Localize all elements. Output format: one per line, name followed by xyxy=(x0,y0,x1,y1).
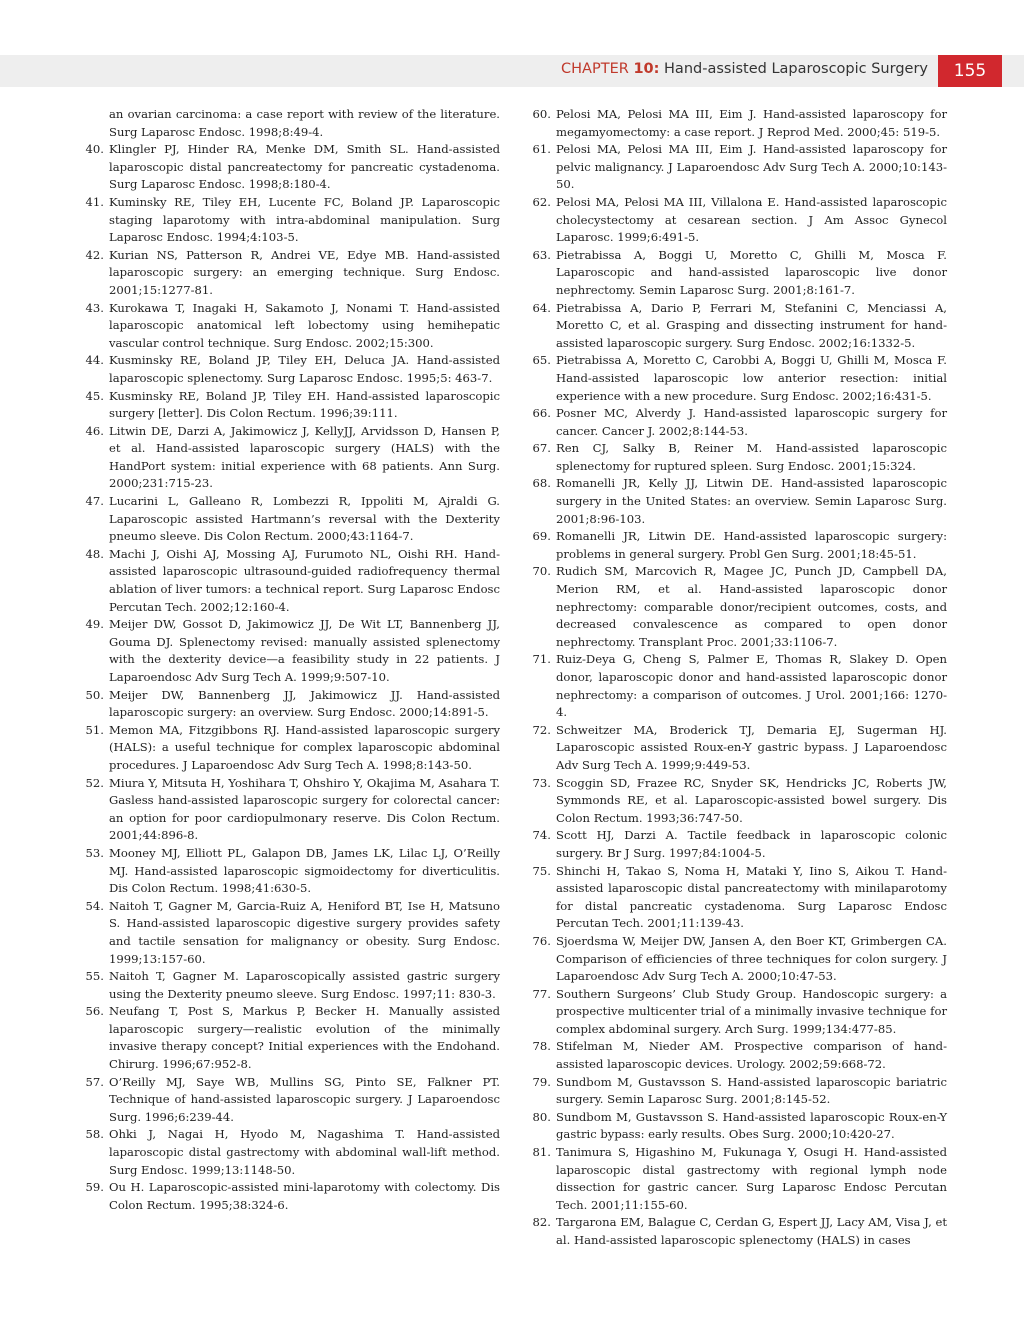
reference-number: 61. xyxy=(532,142,551,157)
reference-text: Naitoh T, Gagner M. Laparoscopically assisted gastric surgery using the Dexterity pneumo sleeve. Surg Endosc. 1997;11: 830-3. xyxy=(109,969,500,1001)
reference-number: 49. xyxy=(85,617,104,632)
reference-text: Lucarini L, Galleano R, Lombezzi R, Ippoliti M, Ajraldi G. Laparoscopic assisted Hartmann’s reversal with the Dexterity pneumo sleeve. Dis Colon Rectum. 2000;43:1164-7. xyxy=(109,494,500,544)
reference-text: Sundbom M, Gustavsson S. Hand-assisted laparoscopic bariatric surgery. Semin Laparosc Surg. 2001;8:145-52. xyxy=(556,1074,947,1107)
reference-item xyxy=(525,300,947,353)
reference-item xyxy=(78,247,500,300)
reference-number: 71. xyxy=(532,652,551,667)
reference-item xyxy=(78,968,500,1003)
reference-item xyxy=(78,1126,500,1179)
reference-item xyxy=(525,827,947,862)
reference-text: an ovarian carcinoma: a case report with review of the literature. Surg Laparosc Endosc. 1998;8:49-4. xyxy=(109,107,500,139)
reference-text: Naitoh T, Gagner M, Garcia-Ruiz A, Heniford BT, Ise H, Matsuno S. Hand-assisted laparoscopic digestive surgery provides safety and tactile sensation for malignancy or obesity. Surg Endosc. 1999;13:157-60. xyxy=(109,898,500,966)
reference-item xyxy=(78,898,500,968)
reference-number: 59. xyxy=(85,1180,104,1195)
reference-number: 54. xyxy=(85,898,104,913)
reference-number: 53. xyxy=(85,845,104,860)
reference-number: 77. xyxy=(532,986,551,1001)
reference-number: 78. xyxy=(532,1039,551,1054)
reference-item xyxy=(525,247,947,300)
reference-item xyxy=(525,106,947,141)
reference-number: 50. xyxy=(85,687,104,702)
reference-text: Mooney MJ, Elliott PL, Galapon DB, James LK, Lilac LJ, O’Reilly MJ. Hand-assisted laparoscopic sigmoidectomy for diverticulitis. Dis Colon Rectum. 1998;41:630-5. xyxy=(109,845,500,896)
reference-number: 41. xyxy=(85,194,104,209)
reference-text: Kusminsky RE, Boland JP, Tiley EH, Deluca JA. Hand-assisted laparoscopic splenectomy. Surg Laparosc Endosc. 1995;5: 463-7. xyxy=(109,353,500,385)
reference-number: 80. xyxy=(532,1109,551,1124)
reference-number: 42. xyxy=(85,247,104,262)
reference-item xyxy=(525,194,947,247)
reference-item xyxy=(525,651,947,721)
reference-number: 76. xyxy=(532,933,551,948)
reference-number: 57. xyxy=(85,1074,104,1089)
reference-number: 46. xyxy=(85,423,104,438)
reference-text: Kurokawa T, Inagaki H, Sakamoto J, Nonami T. Hand-assisted laparoscopic anatomical left lobectomy using hemihepatic vascular control technique. Surg Endosc. 2002;15:300. xyxy=(109,300,500,350)
reference-item xyxy=(78,845,500,898)
reference-item xyxy=(78,300,500,353)
reference-item xyxy=(525,1214,947,1249)
reference-number: 56. xyxy=(85,1004,104,1019)
reference-number: 52. xyxy=(85,775,104,790)
reference-text: Klingler PJ, Hinder RA, Menke DM, Smith SL. Hand-assisted laparoscopic distal pancreatectomy for pancreatic cystadenoma. Surg Laparosc Endosc. 1998;8:180-4. xyxy=(109,142,500,192)
reference-text: Pelosi MA, Pelosi MA III, Eim J. Hand-assisted laparoscopy for megamyomectomy: a case report. J Reprod Med. 2000;45: 519-5. xyxy=(556,107,947,139)
reference-number: 64. xyxy=(532,300,551,315)
reference-text: Schweitzer MA, Broderick TJ, Demaria EJ, Sugerman HJ. Laparoscopic assisted Roux-en-Y gastric bypass. J Laparoendosc Adv Surg Tech A. 1999;9:449-53. xyxy=(556,722,947,772)
reference-item xyxy=(525,863,947,933)
reference-text: Kusminsky RE, Boland JP, Tiley EH. Hand-assisted laparoscopic surgery [letter]. Dis Colon Rectum. 1996;39:111. xyxy=(109,388,500,421)
references-left-column xyxy=(78,106,500,1214)
reference-text: Rudich SM, Marcovich R, Magee JC, Punch JD, Campbell DA, Merion RM, et al. Hand-assisted laparoscopic donor nephrectomy: comparable donor/recipient outcomes, costs, and decreased convalescence as compared to open donor nephrectomy. Transplant Proc. 2001;33:1106-7. xyxy=(556,564,947,649)
reference-text: Posner MC, Alverdy J. Hand-assisted laparoscopic surgery for cancer. Cancer J. 2002;8:144-53. xyxy=(556,406,947,438)
reference-text: Pietrabissa A, Moretto C, Carobbi A, Boggi U, Ghilli M, Mosca F. Hand-assisted laparoscopic low anterior resection: initial experience with a new procedure. Surg Endosc. 2002;16:431-5. xyxy=(556,353,947,403)
reference-text: Miura Y, Mitsuta H, Yoshihara T, Ohshiro Y, Okajima M, Asahara T. Gasless hand-assisted laparoscopic surgery for colorectal cancer: an option for poor cardiopulmonary reserve. Dis Colon Rectum. 2001;44:896-8. xyxy=(109,775,500,843)
reference-item xyxy=(525,1144,947,1214)
reference-text: Sjoerdsma W, Meijer DW, Jansen A, den Boer KT, Grimbergen CA. Comparison of efficiencies of three techniques for colon surgery. J Laparoendosc Adv Surg Tech A. 2000;10:47-53. xyxy=(556,933,947,984)
reference-item xyxy=(525,1038,947,1073)
reference-text: Pietrabissa A, Dario P, Ferrari M, Stefanini C, Menciassi A, Moretto C, et al. Grasping and dissecting instrument for hand-assisted laparoscopic surgery. Surg Endosc. 2002;16:1332-5. xyxy=(556,300,947,350)
reference-text: Litwin DE, Darzi A, Jakimowicz J, KellyJJ, Arvidsson D, Hansen P, et al. Hand-assisted laparoscopic surgery (HALS) with the HandPort system: initial experience with 68 patients. Ann Surg. 2000;231:715-23. xyxy=(109,423,500,491)
reference-number: 63. xyxy=(532,247,551,262)
reference-text: Ruiz-Deya G, Cheng S, Palmer E, Thomas R, Slakey D. Open donor, laparoscopic donor and hand-assisted laparoscopic donor nephrectomy: a comparison of outcomes. J Urol. 2001;166: 1270-4. xyxy=(556,652,947,720)
page-number: 155 xyxy=(938,55,1002,87)
reference-number: 45. xyxy=(85,388,104,403)
reference-item xyxy=(525,405,947,440)
reference-item xyxy=(525,475,947,528)
reference-text: Ou H. Laparoscopic-assisted mini-laparotomy with colectomy. Dis Colon Rectum. 1995;38:324-6. xyxy=(109,1180,500,1212)
reference-item xyxy=(78,546,500,616)
reference-text: Meijer DW, Gossot D, Jakimowicz JJ, De Wit LT, Bannenberg JJ, Gouma DJ. Splenectomy revised: manually assisted splenectomy with the dexterity device—a feasibility study in 22 patients. J Laparoendosc Adv Surg Tech A. 1999;9:507-10. xyxy=(109,617,500,684)
reference-item xyxy=(525,528,947,563)
reference-text: Romanelli JR, Litwin DE. Hand-assisted laparoscopic surgery: problems in general surgery. Probl Gen Surg. 2001;18:45-51. xyxy=(556,529,947,561)
reference-item xyxy=(78,423,500,493)
reference-item xyxy=(525,563,947,651)
reference-item xyxy=(525,775,947,828)
reference-item xyxy=(525,722,947,775)
reference-text: Ren CJ, Salky B, Reiner M. Hand-assisted laparoscopic splenectomy for ruptured spleen. Surg Endosc. 2001;15:324. xyxy=(556,441,947,473)
reference-item xyxy=(78,141,500,194)
reference-item xyxy=(78,1074,500,1127)
reference-text: Romanelli JR, Kelly JJ, Litwin DE. Hand-assisted laparoscopic surgery in the United States: an overview. Semin Laparosc Surg. 2001;8:96-103. xyxy=(556,476,947,526)
chapter-title: Hand-assisted Laparoscopic Surgery xyxy=(664,61,928,77)
reference-text: Pelosi MA, Pelosi MA III, Eim J. Hand-assisted laparoscopy for pelvic malignancy. J Laparoendosc Adv Surg Tech A. 2000;10:143-50. xyxy=(556,142,947,192)
reference-item xyxy=(78,616,500,686)
reference-text: Ohki J, Nagai H, Hyodo M, Nagashima T. Hand-assisted laparoscopic distal gastrectomy with abdominal wall-lift method. Surg Endosc. 1999;13:1148-50. xyxy=(109,1127,500,1177)
reference-number: 60. xyxy=(532,107,551,121)
reference-number: 69. xyxy=(532,529,551,544)
reference-text: Scoggin SD, Frazee RC, Snyder SK, Hendricks JC, Roberts JW, Symmonds RE, et al. Laparoscopic-assisted bowel surgery. Dis Colon Rectum. 1993;36:747-50. xyxy=(556,775,947,825)
reference-number: 43. xyxy=(85,300,104,315)
reference-number: 82. xyxy=(532,1215,551,1230)
reference-number: 48. xyxy=(85,546,104,561)
reference-number: 75. xyxy=(532,863,551,878)
reference-text: O’Reilly MJ, Saye WB, Mullins SG, Pinto SE, Falkner PT. Technique of hand-assisted laparoscopic surgery. J Laparoendosc Surg. 1996;6:239-44. xyxy=(109,1074,500,1124)
reference-number: 74. xyxy=(532,828,551,843)
reference-number: 70. xyxy=(532,564,551,579)
reference-item xyxy=(78,388,500,423)
reference-item xyxy=(78,722,500,775)
reference-text: Tanimura S, Higashino M, Fukunaga Y, Osugi H. Hand-assisted laparoscopic distal gastrectomy with regional lymph node dissection for gastric cancer. Surg Laparosc Endosc Percutan Tech. 2001;11:155-60. xyxy=(556,1145,947,1212)
reference-item xyxy=(78,687,500,722)
reference-text: Stifelman M, Nieder AM. Prospective comparison of hand-assisted laparoscopic devices. Urology. 2002;59:668-72. xyxy=(556,1039,947,1072)
reference-text: Kuminsky RE, Tiley EH, Lucente FC, Boland JP. Laparoscopic staging laparotomy with intra-abdominal manipulation. Surg Laparosc Endosc. 1994;4:103-5. xyxy=(109,194,500,245)
reference-number: 40. xyxy=(85,142,104,157)
reference-number: 65. xyxy=(532,353,551,368)
reference-number: 51. xyxy=(85,722,104,737)
reference-item xyxy=(78,1179,500,1214)
reference-number: 62. xyxy=(532,194,551,209)
references-right-column xyxy=(525,106,947,1250)
reference-number: 72. xyxy=(532,722,551,737)
reference-item xyxy=(525,440,947,475)
reference-number: 67. xyxy=(532,441,551,456)
reference-text: Kurian NS, Patterson R, Andrei VE, Edye MB. Hand-assisted laparoscopic surgery: an emerging technique. Surg Endosc. 2001;15:1277-81. xyxy=(109,247,500,297)
reference-number: 73. xyxy=(532,775,551,790)
reference-text: Pietrabissa A, Boggi U, Moretto C, Ghilli M, Mosca F. Laparoscopic and hand-assisted laparoscopic live donor nephrectomy. Semin Laparosc Surg. 2001;8:161-7. xyxy=(556,247,947,297)
reference-text: Meijer DW, Bannenberg JJ, Jakimowicz JJ. Hand-assisted laparoscopic surgery: an overview. Surg Endosc. 2000;14:891-5. xyxy=(109,687,500,720)
reference-item xyxy=(525,1109,947,1144)
reference-text: Machi J, Oishi AJ, Mossing AJ, Furumoto NL, Oishi RH. Hand-assisted laparoscopic ultrasound-guided radiofrequency thermal ablation of liver tumors: a technical report. Surg Laparosc Endosc Percutan Tech. 2002;12:160-4. xyxy=(109,546,500,614)
reference-item xyxy=(525,986,947,1039)
reference-number: 66. xyxy=(532,406,551,421)
reference-text: Sundbom M, Gustavsson S. Hand-assisted laparoscopic Roux-en-Y gastric bypass: early results. Obes Surg. 2000;10:420-27. xyxy=(556,1109,947,1142)
reference-item xyxy=(78,493,500,546)
chapter-word: CHAPTER xyxy=(561,61,629,77)
reference-number: 58. xyxy=(85,1127,104,1142)
reference-item xyxy=(78,106,500,141)
reference-text: Southern Surgeons’ Club Study Group. Handoscopic surgery: a prospective multicenter trial of a minimally invasive technique for complex abdominal surgery. Arch Surg. 1999;134:477-85. xyxy=(556,986,947,1036)
reference-item xyxy=(525,141,947,194)
reference-number: 55. xyxy=(85,969,104,984)
reference-number: 81. xyxy=(532,1145,551,1160)
reference-number: 47. xyxy=(85,494,104,509)
reference-number: 68. xyxy=(532,476,551,491)
reference-item xyxy=(78,194,500,247)
reference-number: 79. xyxy=(532,1074,551,1089)
reference-text: Pelosi MA, Pelosi MA III, Villalona E. Hand-assisted laparoscopic cholecystectomy at cesarean section. J Am Assoc Gynecol Laparosc. 1999;6:491-5. xyxy=(556,194,947,245)
reference-item xyxy=(525,933,947,986)
reference-text: Targarona EM, Balague C, Cerdan G, Espert JJ, Lacy AM, Visa J, et al. Hand-assisted laparoscopic splenectomy (HALS) in cases xyxy=(556,1215,948,1247)
reference-item xyxy=(78,1003,500,1073)
reference-text: Scott HJ, Darzi A. Tactile feedback in laparoscopic colonic surgery. Br J Surg. 1997;84:1004-5. xyxy=(556,828,947,860)
running-header xyxy=(561,61,928,77)
reference-item xyxy=(525,1074,947,1109)
chapter-number: 10: xyxy=(633,61,660,77)
reference-item xyxy=(78,352,500,387)
reference-text: Memon MA, Fitzgibbons RJ. Hand-assisted laparoscopic surgery (HALS): a useful technique for complex laparoscopic abdominal procedures. J Laparoendosc Adv Surg Tech A. 1998;8:143-50. xyxy=(109,722,500,772)
reference-item xyxy=(525,352,947,405)
reference-number: 44. xyxy=(85,353,104,368)
reference-text: Shinchi H, Takao S, Noma H, Mataki Y, Iino S, Aikou T. Hand-assisted laparoscopic distal pancreatectomy with minilaparotomy for distal pancreatic cystadenoma. Surg Laparosc Endosc Percutan Tech. 2001;11:139-43. xyxy=(556,863,947,931)
reference-item xyxy=(78,775,500,845)
reference-text: Neufang T, Post S, Markus P, Becker H. Manually assisted laparoscopic surgery—realistic evolution of the minimally invasive therapy concept? Initial experiences with the Endohand. Chirurg. 1996;67:952-8. xyxy=(109,1004,500,1072)
